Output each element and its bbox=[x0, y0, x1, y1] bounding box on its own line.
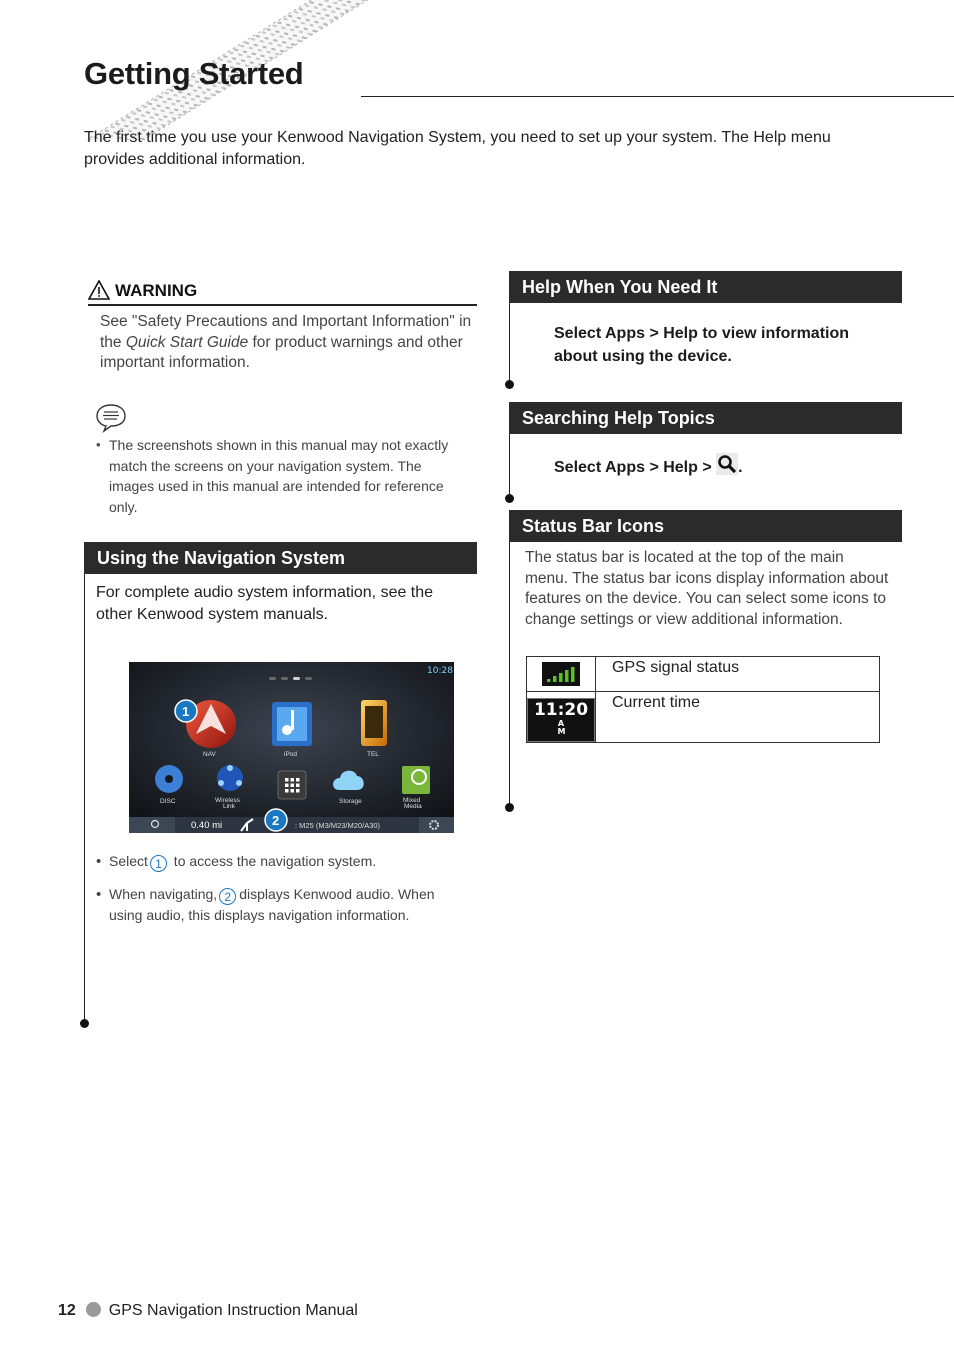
page-number: 12 bbox=[58, 1302, 76, 1319]
clock-am-m: M bbox=[557, 727, 566, 736]
clock-description: Current time bbox=[596, 692, 880, 743]
storage-app-label: Storage bbox=[339, 798, 362, 805]
gps-signal-icon bbox=[542, 662, 580, 686]
gps-icon-cell bbox=[527, 657, 596, 692]
help-section-end-dot bbox=[505, 380, 514, 389]
callout-2-number: 2 bbox=[272, 813, 280, 828]
status-section-rule bbox=[509, 542, 510, 807]
wireless-link-label-1: Wireless bbox=[215, 797, 240, 804]
nav-app-label: NAV bbox=[203, 751, 216, 758]
help-section-rule bbox=[509, 303, 510, 384]
navigation-screenshot bbox=[129, 662, 454, 833]
section-header-search: Searching Help Topics bbox=[509, 402, 902, 434]
section-header-using: Using the Navigation System bbox=[84, 542, 477, 574]
left-column-end-dot bbox=[80, 1019, 89, 1028]
search-body-text bbox=[554, 453, 884, 479]
disc-app-icon bbox=[155, 765, 183, 793]
note-icon bbox=[95, 403, 127, 433]
callout-1-number: 1 bbox=[182, 704, 190, 719]
disc-app-label: DISC bbox=[160, 798, 176, 805]
bullet-dot: • bbox=[96, 853, 102, 870]
bullet1-lead: Select bbox=[109, 853, 148, 869]
warning-text-end: for product warnings and other important information. bbox=[100, 333, 463, 371]
note-bullet: • bbox=[96, 437, 101, 452]
screen-status-bar bbox=[129, 817, 454, 833]
footer-dot-icon bbox=[86, 1302, 101, 1317]
page-footer bbox=[58, 1302, 358, 1320]
title-rule bbox=[361, 96, 954, 97]
section-header-status: Status Bar Icons bbox=[509, 510, 902, 542]
clock-icon bbox=[527, 698, 595, 742]
search-body-end: . bbox=[738, 459, 743, 476]
screen-distance: 0.40 mi bbox=[191, 820, 223, 831]
bullet1-tail: to access the navigation system. bbox=[169, 853, 377, 869]
bullet2-lead: When navigating, bbox=[109, 886, 218, 902]
mixed-media-label-2: Media bbox=[404, 803, 422, 810]
using-bullet-1 bbox=[96, 851, 466, 872]
callout-1-inline-icon: 1 bbox=[150, 855, 167, 872]
help-body-text: Select Apps > Help to view information about using the device. bbox=[554, 325, 850, 365]
ipod-app-label: iPod bbox=[284, 751, 298, 758]
intro-text: The first time you use your Kenwood Navigation System, you need to set up your system. The Help menu provides additional information. bbox=[84, 129, 831, 168]
clock-icon-time: 11:20 bbox=[533, 700, 589, 720]
manual-title: GPS Navigation Instruction Manual bbox=[108, 1302, 358, 1319]
warning-header bbox=[88, 280, 477, 306]
search-magnifier-icon bbox=[716, 453, 738, 475]
table-row bbox=[527, 657, 880, 692]
search-section-rule bbox=[509, 434, 510, 498]
note-text bbox=[96, 435, 466, 517]
settings-button bbox=[419, 817, 454, 833]
left-column-rule bbox=[84, 574, 85, 1023]
bullet-dot: • bbox=[96, 886, 102, 903]
apps-grid-icon bbox=[278, 771, 306, 799]
warning-guide-title: Quick Start Guide bbox=[125, 333, 249, 351]
mixed-media-label-1: Mixed bbox=[403, 797, 421, 804]
search-section-end-dot bbox=[505, 494, 514, 503]
status-section-end-dot bbox=[505, 803, 514, 812]
status-body-text: The status bar is located at the top of the main menu. The status bar icons display information about features on the device. You can select some icons to change settings or view additional information. bbox=[525, 549, 889, 628]
warning-label: WARNING bbox=[115, 281, 198, 300]
status-icons-table bbox=[526, 656, 880, 743]
using-body-text: For complete audio system information, see the other Kenwood system manuals. bbox=[96, 584, 434, 623]
warning-text bbox=[100, 312, 480, 374]
table-row bbox=[527, 692, 880, 743]
screen-time: 10:28 bbox=[427, 666, 453, 676]
warning-triangle-icon bbox=[88, 280, 110, 300]
gps-description: GPS signal status bbox=[596, 657, 880, 692]
note-body: The screenshots shown in this manual may not exactly match the screens on your navigation system. The images used in this manual are intended for reference only. bbox=[109, 437, 449, 515]
clock-icon-cell bbox=[527, 692, 596, 743]
ipod-app-icon bbox=[272, 702, 312, 746]
wireless-link-app-icon bbox=[217, 765, 243, 791]
mixed-media-app-icon bbox=[402, 766, 430, 794]
callout-2-inline-icon: 2 bbox=[219, 888, 236, 905]
bullet2-tail: displays Kenwood audio. When using audio, this displays navigation information. bbox=[109, 886, 435, 923]
tel-app-label: TEL bbox=[367, 751, 379, 758]
warning-text-start: See "Safety Precautions and Important Information" in the bbox=[100, 313, 472, 351]
wireless-link-label-2: Link bbox=[223, 803, 235, 810]
tel-app-icon bbox=[361, 700, 387, 746]
section-header-help: Help When You Need It bbox=[509, 271, 902, 303]
page-title: Getting Started bbox=[84, 56, 304, 91]
screen-road-name: : M25 (M3/M23/M20/A30) bbox=[295, 821, 381, 830]
clock-am-a: A bbox=[557, 719, 565, 728]
search-body-path: Select Apps > Help > bbox=[554, 459, 717, 476]
using-bullet-2 bbox=[96, 884, 466, 926]
